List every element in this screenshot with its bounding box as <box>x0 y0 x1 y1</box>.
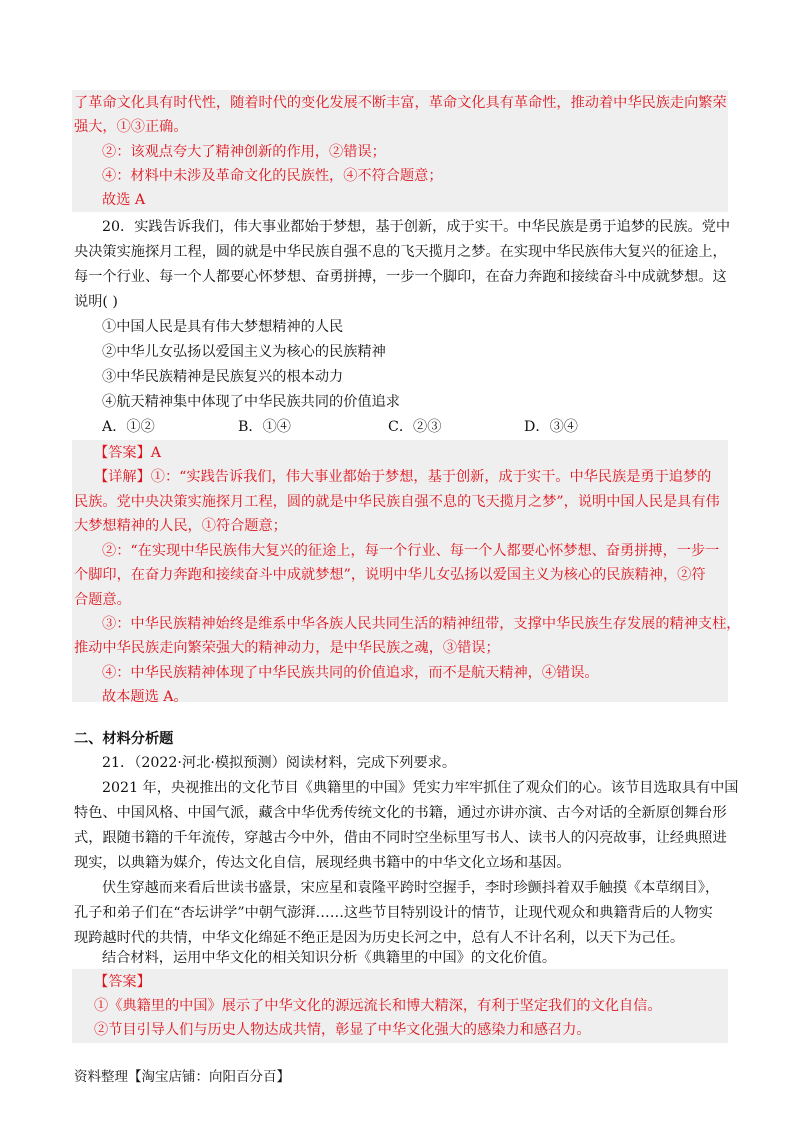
q20-stem-line: 说明( ) <box>74 294 118 310</box>
prev-answer-line: ④：材料中未涉及革命文化的民族性，④不符合题意； <box>102 168 443 184</box>
q21-answer-line: ②节目引导人们与历史人物达成共情，彰显了中华文化强大的感染力和感召力。 <box>94 1022 591 1038</box>
q20-statement: ①中国人民是具有伟大梦想精神的人民 <box>102 319 344 335</box>
q21-answer: 【答案】 <box>94 974 151 990</box>
q21-material-line: 特色、中国风格、中国气派，藏含中华优秀传统文化的书籍，通过亦讲亦演、古今对话的全新原创舞台形 <box>74 805 727 821</box>
q21-answer-line: ①《典籍里的中国》展示了中华文化的源远流长和博大精深，有利于坚定我们的文化自信。 <box>94 998 662 1014</box>
q21-material-line: 现实，以典籍为媒介，传达文化自信，展现经典书籍中的中华文化立场和基因。 <box>74 855 571 871</box>
q20-explain-line: 【详解】①：“实践告诉我们，伟大事业都始于梦想，基于创新，成于实干。中华民族是勇于追梦的 <box>94 469 712 485</box>
q21-material-line: 2021 年，央视推出的文化节目《典籍里的中国》凭实力牢牢抓住了观众们的心。该节目选取具有中国 <box>102 780 739 796</box>
q20-explain-line: ④：中华民族精神体现了中华民族共同的价值追求，而不是航天精神，④错误。 <box>102 665 599 681</box>
q20-explain-line: 合题意。 <box>74 592 131 608</box>
q20-explain-line: 民族。党中央决策实施探月工程，圆的就是中华民族自强不息的飞天揽月之梦”，说明中国人民是具有伟 <box>74 494 720 510</box>
q20-explain-line: 大梦想精神的人民，①符合题意； <box>74 518 287 534</box>
section-heading: 二、材料分析题 <box>74 731 174 747</box>
q21-intro: 21．（2022·河北·模拟预测）阅读材料，完成下列要求。 <box>102 755 457 771</box>
q20-explain-line: 推动中华民族走向繁荣强大的精神动力，是中华民族之魂，③错误； <box>74 640 500 656</box>
q20-explain-line: 故本题选 A。 <box>102 689 188 705</box>
footer-note: 资料整理【淘宝店铺：向阳百分百】 <box>74 1069 290 1085</box>
q20-answer: 【答案】A <box>94 445 161 461</box>
q21-material-line: 伏生穿越而来看后世读书盛景，宋应星和袁隆平跨时空握手，李时珍颤抖着双手触摸《本草纲目》， <box>102 880 720 896</box>
q20-option-d: D．③④ <box>524 419 578 435</box>
q20-explain-line: ②：“在实现中华民族伟大复兴的征途上，每一个行业、每一个人都要心怀梦想、奋勇拼搏，一步一 <box>102 543 720 559</box>
q21-question: 结合材料，运用中华文化的相关知识分析《典籍里的中国》的文化价值。 <box>102 950 557 966</box>
q20-stem-line: 每一个行业、每一个人都要心怀梦想、奋勇拼搏，一步一个脚印，在奋力奔跑和接续奋斗中成就梦想。这 <box>74 269 727 285</box>
q20-stem-line: 央决策实施探月工程，圆的就是中华民族自强不息的飞天揽月之梦。在实现中华民族伟大复兴的征途上， <box>74 244 727 260</box>
q20-option-c: C．②③ <box>388 419 442 435</box>
q20-explain-line: ③：中华民族精神始终是维系中华各族人民共同生活的精神纽带，支撑中华民族生存发展的精神支柱， <box>102 616 741 632</box>
q20-statement: ②中华儿女弘扬以爱国主义为核心的民族精神 <box>102 344 386 360</box>
q21-material-line: 式，跟随书籍的千年流传，穿越古今中外，借由不同时空坐标里写书人、读书人的闪亮故事，让经典照进 <box>74 830 727 846</box>
prev-answer-line: 了革命文化具有时代性，随着时代的变化发展不断丰富，革命文化具有革命性，推动着中华民族走向繁荣 <box>74 95 727 111</box>
prev-answer-line: 强大，①③正确。 <box>74 119 188 135</box>
q20-explain-line: 个脚印，在奋力奔跑和接续奋斗中成就梦想”，说明中华儿女弘扬以爱国主义为核心的民族精神，②符 <box>74 567 706 583</box>
q21-material-line: 孔子和弟子们在“杏坛讲学”中朝气澎湃……这些节目特别设计的情节，让现代观众和典籍背后的人物实 <box>74 905 713 921</box>
q20-option-a: A．①② <box>102 419 155 435</box>
q21-material-line: 现跨越时代的共情，中华文化绵延不绝正是因为历史长河之中，总有人不计名利，以天下为己任。 <box>74 930 685 946</box>
q20-statement: ③中华民族精神是民族复兴的根本动力 <box>102 369 344 385</box>
q20-option-b: B．①④ <box>238 419 291 435</box>
prev-answer-line: 故选 A <box>102 192 146 208</box>
q20-statement: ④航天精神集中体现了中华民族共同的价值追求 <box>102 394 400 410</box>
prev-answer-line: ②：该观点夸大了精神创新的作用，②错误； <box>102 144 386 160</box>
q20-stem-line: 20．实践告诉我们，伟大事业都始于梦想，基于创新，成于实干。中华民族是勇于追梦的民族。党中 <box>102 219 731 235</box>
